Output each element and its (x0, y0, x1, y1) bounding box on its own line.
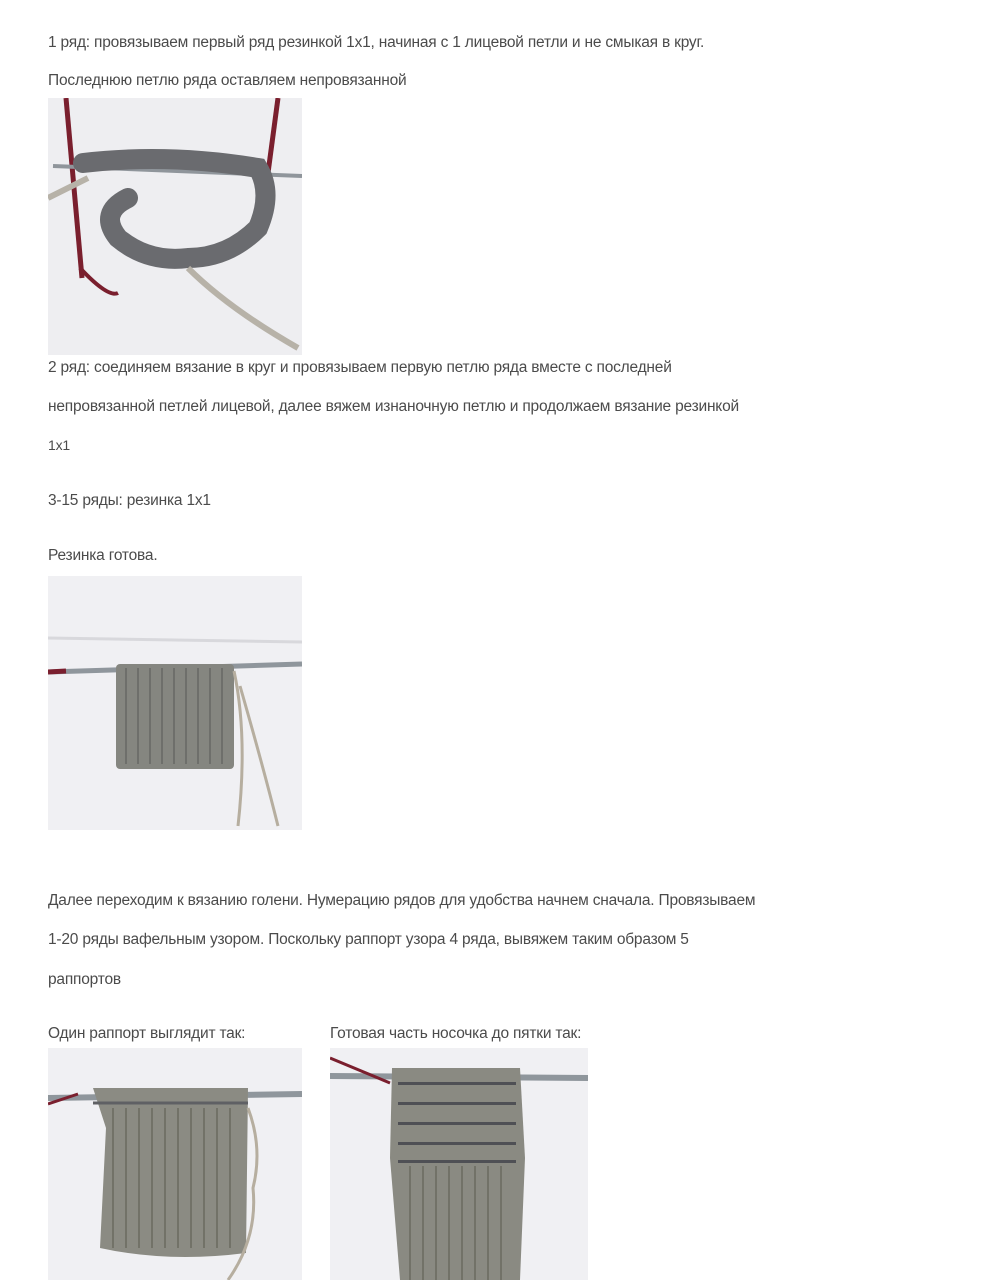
paragraph-row2-line3: 1х1 (48, 437, 70, 453)
paragraph-leg-line1: Далее переходим к вязанию голени. Нумерацию рядов для удобства начнем сначала. Провязываем (48, 892, 756, 909)
paragraph-leg-line3: раппортов (48, 971, 121, 988)
paragraph-row2-line1: 2 ряд: соединяем вязание в круг и провязываем первую петлю ряда вместе с последней (48, 359, 672, 376)
caption-leg-done: Готовая часть носочка до пятки так: (330, 1025, 582, 1042)
paragraph-row2-line2: непровязанной петлей лицевой, далее вяжем изнаночную петлю и продолжаем вязание резинкой (48, 398, 739, 415)
knitting-one-repeat-photo (48, 1048, 302, 1280)
paragraph-row1-line2: Последнюю петлю ряда оставляем непровязанной (48, 72, 407, 89)
paragraph-leg-line2: 1-20 ряды вафельным узором. Поскольку раппорт узора 4 ряда, вывяжем таким образом 5 (48, 931, 689, 948)
knitting-leg-done-photo (330, 1048, 588, 1280)
paragraph-rows-3-15: 3-15 ряды: резинка 1х1 (48, 492, 211, 509)
paragraph-row1-line1: 1 ряд: провязываем первый ряд резинкой 1х1, начиная с 1 лицевой петли и не смыкая в круг. (48, 34, 705, 51)
caption-one-repeat: Один раппорт выглядит так: (48, 1025, 246, 1042)
knitting-rib-done-photo (48, 576, 302, 830)
knitting-first-row-photo (48, 98, 302, 355)
paragraph-rib-done: Резинка готова. (48, 547, 158, 564)
